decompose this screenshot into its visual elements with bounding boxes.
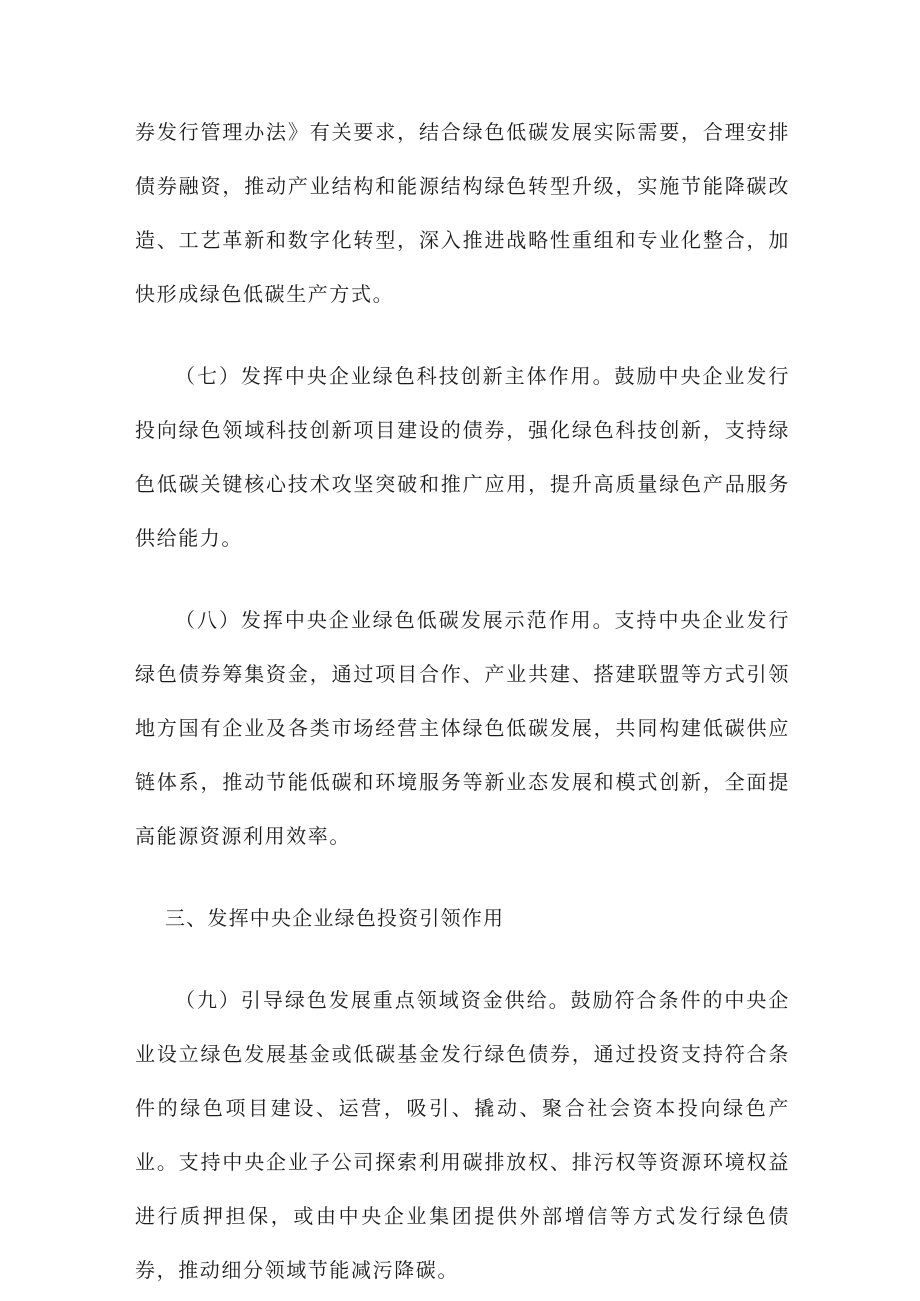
paragraph-gap (135, 565, 790, 593)
paragraph-gap (135, 945, 790, 973)
paragraph-gap (135, 863, 790, 891)
paragraph-item-8: （八）发挥中央企业绿色低碳发展示范作用。支持中央企业发行绿色债券筹集资金，通过项目合作、产业共建、搭建联盟等方式引领地方国有企业及各类市场经营主体绿色低碳发展，共同构建低碳供应链体系，推动节能低碳和环境服务等新业态发展和模式创新，全面提高能源资源利用效率。 (135, 608, 790, 848)
section-heading-3: 三、发挥中央企业绿色投资引领作用 (165, 906, 505, 930)
paragraph-continuation: 券发行管理办法》有关要求，结合绿色低碳发展实际需要，合理安排债券融资，推动产业结构和能源结构绿色转型升级，实施节能降碳改造、工艺革新和数字化转型，深入推进战略性重组和专业化整合，加快形成绿色低碳生产方式。 (135, 120, 790, 306)
document-body (135, 105, 790, 1297)
paragraph-item-9: （九）引导绿色发展重点领域资金供给。鼓励符合条件的中央企业设立绿色发展基金或低碳基金发行绿色债券，通过投资支持符合条件的绿色项目建设、运营，吸引、撬动、聚合社会资本投向绿色产业。支持中央企业子公司探索利用碳排放权、排污权等资源环境权益进行质押担保，或由中央企业集团提供外部增信等方式发行绿色债券，推动细分领域节能减污降碳。 (135, 988, 790, 1282)
paragraph-item-7: （七）发挥中央企业绿色科技创新主体作用。鼓励中央企业发行投向绿色领域科技创新项目建设的债券，强化绿色科技创新，支持绿色低碳关键核心技术攻坚突破和推广应用，提升高质量绿色产品服务供给能力。 (135, 364, 790, 550)
paragraph-gap (135, 321, 790, 349)
